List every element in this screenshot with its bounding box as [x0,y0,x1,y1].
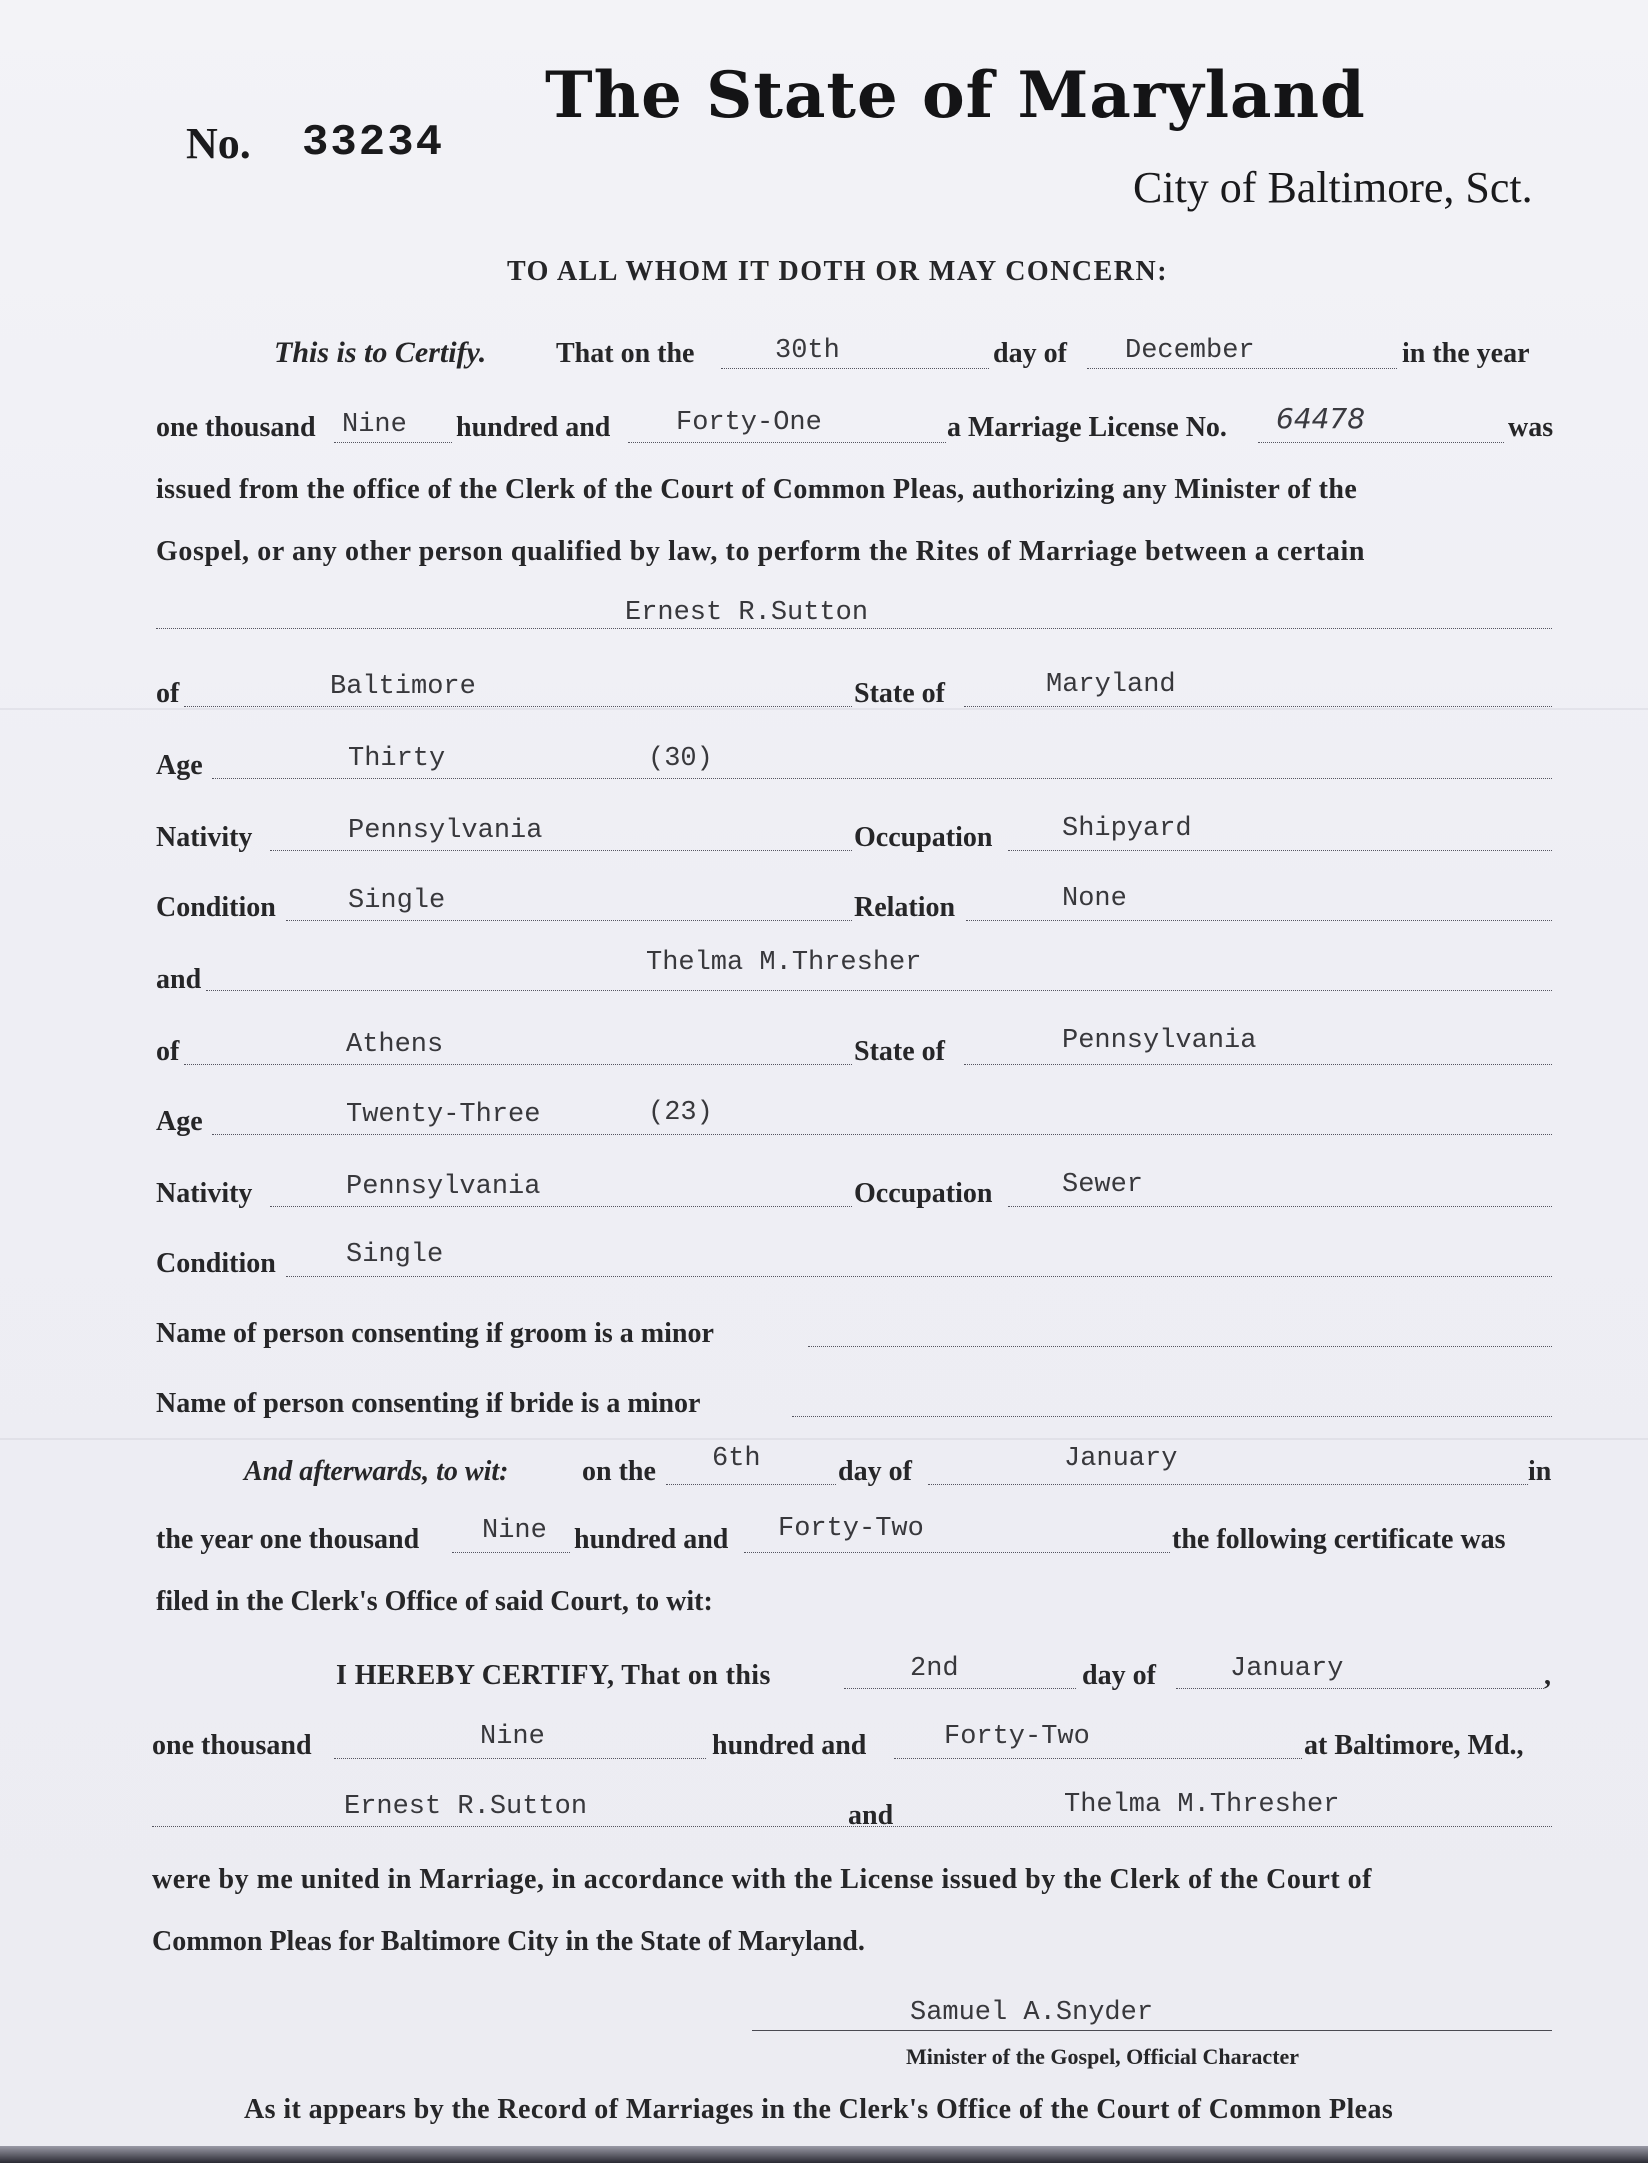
label-bride-nativity: Nativity [156,1178,253,1209]
issue-year-rest: Forty-One [676,408,822,438]
number-label: No. [186,119,251,168]
rule [628,442,946,443]
label-day-of-2: day of [838,1456,912,1487]
certify-line-3: issued from the office of the Clerk of the Court of Common Pleas, authorizing any Minister of the [156,474,1358,505]
rule [1087,368,1397,369]
label-bride-age: Age [156,1106,203,1137]
label-groom-consent: Name of person consenting if groom is a minor [156,1318,714,1349]
rule [156,628,1552,629]
address-line: TO ALL WHOM IT DOTH OR MAY CONCERN: [507,256,1169,287]
label-groom-age: Age [156,750,203,781]
bride-occupation: Sewer [1062,1170,1144,1200]
certify-intro: This is to Certify. [274,336,487,369]
bride-state: Pennsylvania [1062,1026,1257,1056]
license-number: 64478 [1276,402,1366,435]
rule [184,706,852,707]
label-day-of-3: day of [1082,1660,1156,1691]
label-was: was [1508,412,1554,443]
label-groom-nativity: Nativity [156,822,253,853]
label-one-thousand: one thousand [156,412,316,443]
officiant-name: Samuel A.Snyder [910,1998,1154,2028]
rule [966,920,1552,921]
rule [286,1276,1552,1277]
rule [964,706,1552,707]
label-and: and [156,964,202,995]
groom-age: Thirty [348,744,446,774]
united-line-2: Common Pleas for Baltimore City in the State of Maryland. [152,1926,865,1957]
issue-year-hundreds: Nine [342,410,407,440]
marriage-day: 2nd [910,1654,959,1684]
fold-line [0,1438,1648,1440]
label-that-on-the: That on the [556,338,695,369]
groom-age-number: (30) [648,744,713,774]
groom-state: Maryland [1046,670,1176,700]
label-bride-state-of: State of [854,1036,945,1067]
groom-condition: Single [348,886,446,916]
groom-nativity: Pennsylvania [348,816,543,846]
label-groom-of: of [156,678,180,709]
rule [844,1688,1076,1689]
bride-age-number: (23) [648,1098,713,1128]
label-groom-relation: Relation [854,892,956,923]
label-license: a Marriage License No. [947,412,1227,443]
label-hundred-and-2: hundred and [574,1524,729,1555]
afterwards-lead: And afterwards, to wit: [244,1456,509,1487]
certified-groom: Ernest R.Sutton [344,1792,588,1822]
rule [1258,442,1504,443]
label-bride-consent: Name of person consenting if bride is a minor [156,1388,701,1419]
rule [1008,1206,1552,1207]
city-heading: City of Baltimore, Sct. [1133,163,1533,212]
comma: , [1544,1660,1551,1691]
groom-relation: None [1062,884,1127,914]
label-bride-occupation: Occupation [854,1178,993,1209]
united-line-1: were by me united in Marriage, in accordance with the License issued by the Clerk of the Court of [152,1864,1372,1895]
groom-city: Baltimore [330,672,476,702]
bride-city: Athens [346,1030,444,1060]
rule [334,1758,706,1759]
bride-condition: Single [346,1240,444,1270]
rule [270,1206,852,1207]
rule [792,1416,1552,1417]
rule [270,850,852,851]
bride-age: Twenty-Three [346,1100,541,1130]
label-the-year: the year one thousand [156,1524,420,1555]
filed-month: January [1064,1444,1178,1474]
fold-line [0,708,1648,710]
rule [1008,850,1552,851]
label-groom-occupation: Occupation [854,822,993,853]
rule [964,1064,1552,1065]
rule [212,1134,1552,1135]
rule [808,1346,1552,1347]
label-groom-condition: Condition [156,892,276,923]
signature-rule [752,2030,1552,2031]
label-in-the-year: in the year [1402,338,1530,369]
hereby-lead: I HEREBY CERTIFY, That on this [336,1660,771,1691]
rule [452,1552,570,1553]
label-bride-of: of [156,1036,180,1067]
label-at-baltimore: at Baltimore, Md., [1304,1730,1524,1761]
rule [286,920,852,921]
rule [744,1552,1170,1553]
certificate-number: 33234 [302,118,445,168]
rule [1176,1688,1544,1689]
issue-month: December [1125,336,1255,366]
rule [928,1484,1528,1485]
rule [666,1484,836,1485]
rule [334,442,452,443]
rule [184,1064,852,1065]
label-day-of: day of [993,338,1067,369]
document-title: The State of Maryland [545,58,1366,133]
issue-day: 30th [775,336,840,366]
filed-line: filed in the Clerk's Office of said Court, to wit: [156,1586,713,1617]
filed-year-rest: Forty-Two [778,1514,924,1544]
rule [721,368,989,369]
rule [206,990,1552,991]
label-following: the following certificate was [1172,1524,1506,1555]
label-on-the: on the [582,1456,656,1487]
bride-name: Thelma M.Thresher [646,948,922,978]
label-bride-condition: Condition [156,1248,276,1279]
label-and-2: and [848,1800,894,1831]
footer-line: As it appears by the Record of Marriages in the Clerk's Office of the Court of Common Pleas [244,2094,1394,2125]
label-groom-state-of: State of [854,678,945,709]
groom-name: Ernest R.Sutton [625,598,869,628]
label-hundred-and-3: hundred and [712,1730,867,1761]
scan-edge-shadow [0,2146,1648,2163]
certify-line-4: Gospel, or any other person qualified by law, to perform the Rites of Marriage between a certain [156,536,1366,567]
officiant-title: Minister of the Gospel, Official Character [906,2044,1300,2069]
label-hundred-and: hundred and [456,412,611,443]
marriage-year-rest: Forty-Two [944,1722,1090,1752]
filed-year-hundreds: Nine [482,1516,547,1546]
groom-occupation: Shipyard [1062,814,1192,844]
marriage-month: January [1230,1654,1344,1684]
rule [894,1758,1302,1759]
label-in: in [1528,1456,1552,1487]
bride-nativity: Pennsylvania [346,1172,541,1202]
certified-bride: Thelma M.Thresher [1064,1790,1340,1820]
filed-day: 6th [712,1444,761,1474]
rule [212,778,1552,779]
label-one-thousand-2: one thousand [152,1730,312,1761]
marriage-year-hundreds: Nine [480,1722,545,1752]
